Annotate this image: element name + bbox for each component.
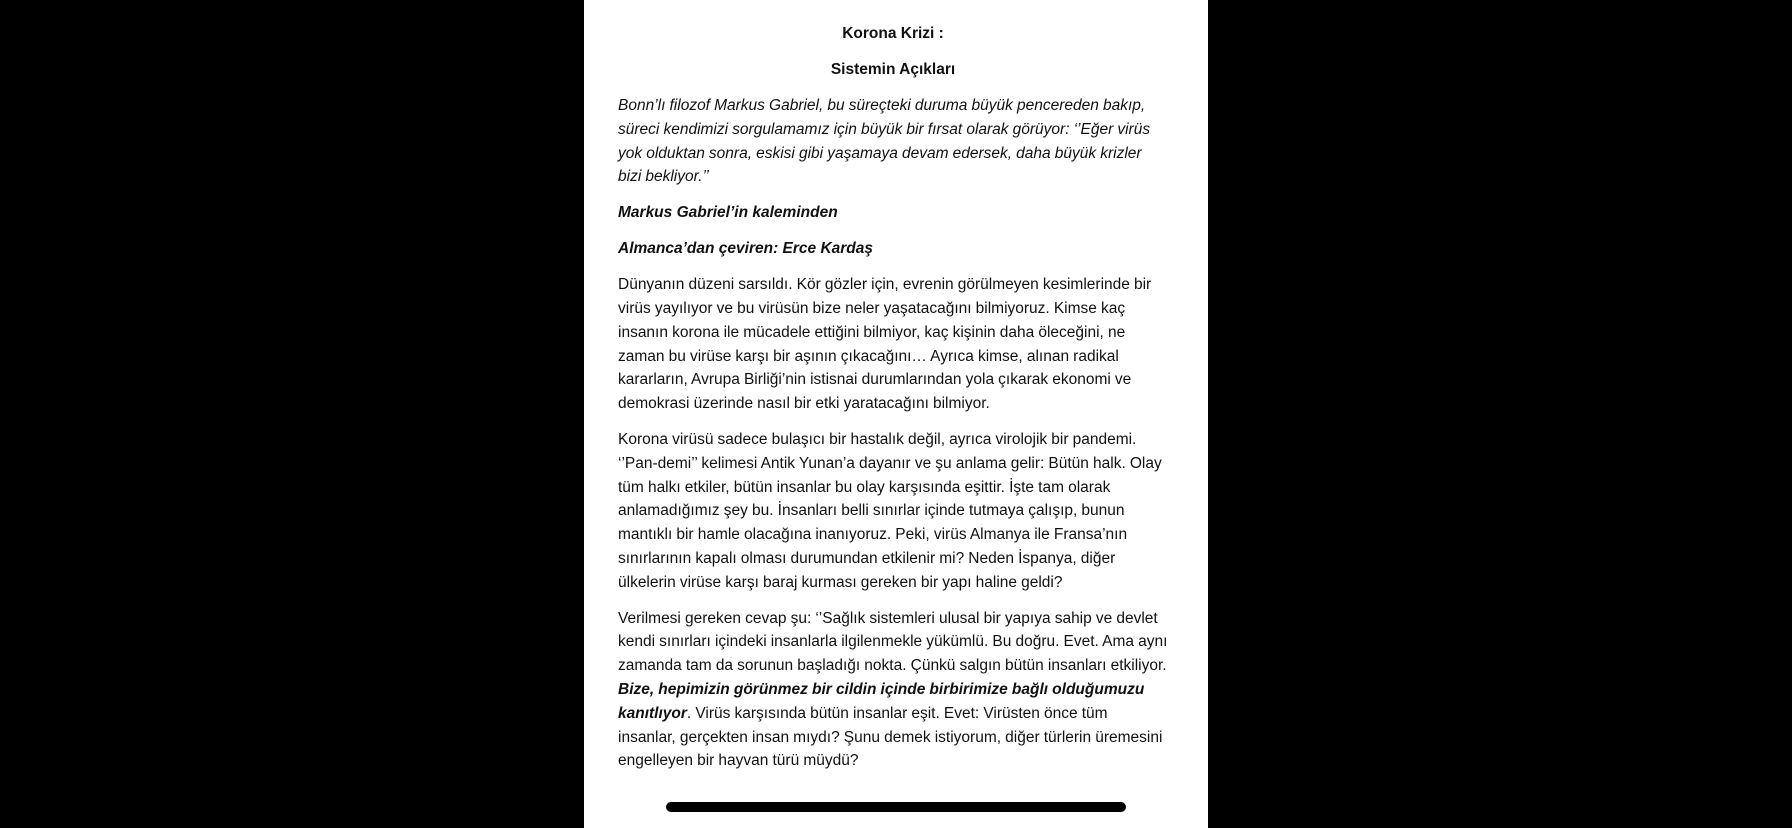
- body-paragraph-3: [618, 607, 1168, 774]
- body-paragraph-1: Dünyanın düzeni sarsıldı. Kör gözler için, evrenin görülmeyen kesimlerinde bir virüs yayılıyor ve bu virüsün bize neler yaşatacağını bilmiyoruz. Kimse kaç insanın korona ile mücadele ettiğini bilmiyor, kaç kişinin daha öleceğini, ne zaman bu virüse karşı bir aşının çıkacağını… Ayrıca kimse, alınan radikal kararların, Avrupa Birliği’nin istisnai durumlarından yola çıkarak ekonomi ve demokrasi üzerinde nasıl bir etki yaratacağını bilmiyor.: [618, 276, 1152, 413]
- intro-paragraph: Bonn’lı filozof Markus Gabriel, bu süreçteki duruma büyük pencereden bakıp, süreci kendimizi sorgulamamız için büyük bir fırsat olarak görüyor: ‘’Eğer virüs yok olduktan sonra, eskisi gibi yaşamaya devam edersek, daha büyük krizler bizi bekliyor.’’: [618, 97, 1151, 186]
- body-paragraph-2: Korona virüsü sadece bulaşıcı bir hastalık değil, ayrıca virolojik bir pandemi. ‘’Pan-demi’’ kelimesi Antik Yunan’a dayanır ve şu anlama gelir: Bütün halk. Olay tüm halkı etkiler, bütün insanlar bu olay karşısında eşittir. İşte tam olarak anlamadığımız şey bu. İnsanları belli sınırlar içinde tutmaya çalışıp, bunun mantıklı bir hamle olacağına inanıyoruz. Peki, virüs Almanya ile Fransa’nın sınırlarının kapalı olması durumundan etkilenir mi? Neden İspanya, diğer ülkelerin virüse karşı baraj kurması gereken bir yapı haline geldi?: [618, 430, 1162, 591]
- document-title: Korona Krizi :: [842, 25, 944, 42]
- document-subtitle: Sistemin Açıkları: [830, 61, 956, 78]
- body-paragraph-3-end: . Virüs karşısında bütün insanlar eşit. Evet: Virüsten önce tüm insanlar, gerçekten insan mıydı? Şunu demek istiyorum, diğer türlerin üremesini engelleyen bir hayvan türü müydü?: [618, 704, 1163, 770]
- body-paragraph-3-start: Verilmesi gereken cevap şu: ‘’Sağlık sistemleri ulusal bir yapıya sahip ve devlet kendi sınırları içindeki insanlarla ilgilenmekle yükümlü. Bu doğru. Evet. Ama aynı zamanda tam da sorunun başladığı nokta. Çünkü salgın bütün insanları etkiliyor.: [618, 609, 1168, 675]
- author-line: Markus Gabriel’in kaleminden: [618, 204, 838, 222]
- body-paragraph-3-emphasis: Bize, hepimizin görünmez bir cildin içinde birbirimize bağlı olduğumuzu kanıtlıyor: [618, 680, 1145, 722]
- translator-line: Almanca’dan çeviren: Erce Kardaş: [618, 240, 874, 258]
- home-indicator[interactable]: [666, 802, 1126, 812]
- document-page: [584, 0, 1208, 828]
